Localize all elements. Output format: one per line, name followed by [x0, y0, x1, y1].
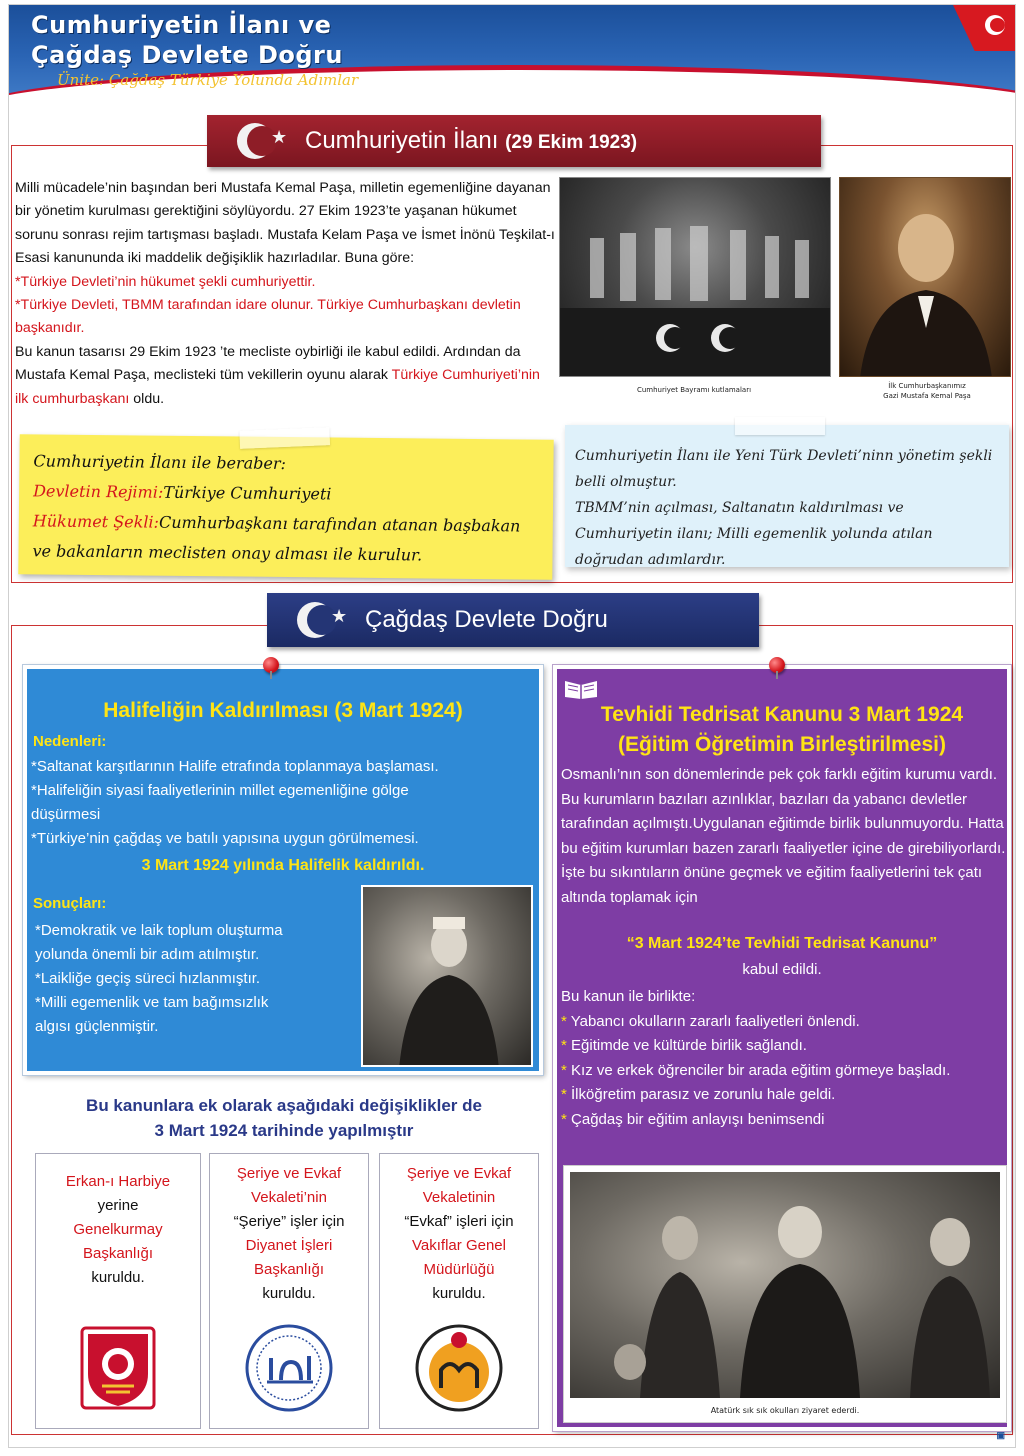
- page-title-line1: Cumhuriyetin İlanı ve: [31, 11, 332, 39]
- card-old-institution: Şeriye ve Evkaf Vekaletinin: [406, 1165, 512, 1206]
- card-established: kuruldu.: [91, 1269, 145, 1286]
- poster-page: [8, 4, 1016, 1448]
- tevhid-title-line2: (Eğitim Öğretimin Birleştirilmesi): [618, 733, 946, 756]
- school-visit-photo: [570, 1172, 1000, 1398]
- republic-title-date: (29 Ekim 1923): [505, 132, 638, 153]
- card-foundations: [379, 1153, 539, 1429]
- blue-note-p2: TBMM’nin açılması, Saltanatın kaldırılması ve Cumhuriyetin ilanı; Milli egemenlik yolunda atılan doğrudan adımlardır.: [575, 500, 933, 568]
- changes-title-line2: 3 Mart 1924 tarihinde yapılmıştır: [154, 1121, 414, 1140]
- card-new-institution: Vakıflar Genel Müdürlüğü: [412, 1237, 506, 1278]
- intro-first-president: Türkiye Cumhuriyeti’nin ilk cumhurbaşkanı: [15, 367, 540, 407]
- republic-celebration-photo: [559, 177, 831, 377]
- tevhid-law-name: “3 Mart 1924’te Tevhidi Tedrisat Kanunu”: [626, 935, 938, 952]
- caliphate-title: Halifeliğin Kaldırılması (3 Mart 1924): [103, 699, 463, 722]
- school-visit-caption: Atatürk sık sık okulları ziyaret ederdi.: [710, 1406, 860, 1415]
- caliphate-box: [23, 665, 543, 1075]
- outcome-item: * Eğitimde ve kültürde birlik sağlandı.: [561, 1037, 807, 1054]
- outcome-item: * İlköğretim parasız ve zorunlu hale geldi.: [561, 1086, 836, 1103]
- card-religious-affairs: [209, 1153, 369, 1429]
- tape: [735, 417, 825, 435]
- page-title-line2: Çağdaş Devlete Doğru: [31, 41, 343, 69]
- reasons-label: Nedenleri:: [33, 733, 107, 750]
- portrait-caption: [847, 381, 1007, 401]
- republic-section-title: [305, 127, 637, 155]
- caliphate-abolished-text: 3 Mart 1924 yılında Halifelik kaldırıldı.: [141, 857, 425, 874]
- card-connector: “Şeriye” işler için: [233, 1213, 345, 1230]
- diyanet-emblem-icon: [243, 1322, 335, 1414]
- blue-note: [565, 425, 1009, 567]
- card-connector: “Evkaf” işleri için: [404, 1213, 514, 1230]
- republic-title-text: Cumhuriyetin İlanı: [305, 127, 499, 154]
- results-list: [35, 919, 283, 1039]
- caliph-photo: [361, 885, 533, 1067]
- header-banner: [9, 5, 1015, 97]
- result-item: algısı güçlenmiştir.: [35, 1018, 159, 1035]
- additional-changes-title: [29, 1093, 539, 1143]
- yellow-note: [18, 434, 553, 580]
- modern-state-section-title: Çağdaş Devlete Doğru: [365, 606, 608, 633]
- republic-intro-text: [15, 177, 555, 411]
- school-visit-photo-frame: [563, 1165, 1007, 1423]
- pushpin-icon: [769, 657, 785, 673]
- intro-paragraph-2: Bu kanun tasarısı 29 Ekim 1923 ’te mecliste oybirliği ile kabul edildi. Ardından da Mustafa Kemal Paşa, meclisteki tüm vekillerin oyunu alarak: [15, 343, 521, 384]
- intro-paragraph-1: Milli mücadele’nin başından beri Mustafa Kemal Paşa, milletin egemenliğine dayanan bir yönetim kurulması gerektiğini söylüyordu. 27 Ekim 1923’te yaşanan hükumet sorunu sonrası rejim tartışması başladı. Mustafa Kelam Paşa ve İsmet İnönü Teşkilat-ı Esasi kanununda iki maddelik değişiklik hazırladılar. Buna göre:: [15, 180, 555, 267]
- outcome-item: * Kız ve erkek öğrenciler bir arada eğitim görmeye başladı.: [561, 1061, 951, 1079]
- result-item: *Demokratik ve laik toplum oluşturma: [35, 922, 283, 939]
- publisher-logo: ▣: [996, 1430, 1005, 1440]
- outcome-item: * Çağdaş bir eğitim anlayışı benimsendi: [561, 1110, 825, 1128]
- crescent-star-icon: ★: [237, 119, 281, 163]
- reasons-list: [31, 755, 439, 851]
- intro-article-1: *Türkiye Devleti’nin hükumet şekli cumhuriyettir.: [15, 273, 316, 290]
- card-new-institution: Genelkurmay Başkanlığı: [73, 1221, 163, 1262]
- modern-state-section-banner: [267, 593, 759, 647]
- tevhid-outcomes: [561, 985, 1007, 1132]
- tevhid-box: [553, 665, 1011, 1431]
- results-label: Sonuçları:: [33, 895, 107, 912]
- card-old-institution: Erkan-ı Harbiye: [65, 1173, 171, 1190]
- result-item: *Milli egemenlik ve tam bağımsızlık: [35, 994, 269, 1011]
- blue-note-p1: Cumhuriyetin İlanı ile Yeni Türk Devleti’ninn yönetim şekli belli olmuştur.: [575, 448, 993, 490]
- portrait-caption-line2: Gazi Mustafa Kemal Paşa: [883, 392, 971, 400]
- tape: [239, 427, 330, 449]
- outcome-item: * Yabancı okulların zararlı faaliyetleri önlendi.: [561, 1012, 860, 1030]
- regime-value: Türkiye Cumhuriyeti: [163, 482, 332, 504]
- regime-label: Devletin Rejimi:: [33, 481, 164, 502]
- reason-item: düşürmesi: [31, 806, 101, 823]
- tevhid-accepted: kabul edildi.: [742, 961, 822, 978]
- card-established: kuruldu.: [262, 1285, 316, 1302]
- government-label: Hükumet Şekli:: [32, 511, 160, 532]
- reason-item: *Halifeliğin siyasi faaliyetlerinin millet egemenliğine gölge: [31, 782, 409, 799]
- card-connector: yerine: [97, 1197, 139, 1214]
- tevhid-body: Osmanlı’nın son dönemlerinde pek çok farklı eğitim kurumu vardı. Bu kurumların bazıları azınlıklar, bazıları da yabancı devletler tarafından açılmıştı.Uygulanan eğitimde birlik bulunmuyordu. Hatta bu eğitim kurumları bazen zararlı faaliyetler içine de girebiliyorlardı. İşte bu sıkıntıların önüne geçmek ve eğitim faaliyetlerini tek çatı altında toplamak için: [561, 766, 1006, 906]
- card-old-institution: Şeriye ve Evkaf Vekaleti’nin: [236, 1165, 342, 1206]
- open-book-icon: [563, 675, 599, 699]
- turkish-flag-icon: [953, 5, 1015, 51]
- tevhid-with-law: Bu kanun ile birlikte:: [561, 988, 696, 1005]
- card-general-staff: [35, 1153, 201, 1429]
- portrait-caption-line1: İlk Cumhurbaşkanımız: [888, 382, 966, 390]
- crescent-star-icon: ★: [297, 598, 341, 642]
- card-established: kuruldu.: [432, 1285, 486, 1302]
- pushpin-icon: [263, 657, 279, 673]
- general-staff-emblem-icon: [72, 1322, 164, 1414]
- tevhid-title-line1: Tevhidi Tedrisat Kanunu 3 Mart 1924: [600, 703, 964, 726]
- reason-item: *Saltanat karşıtlarının Halife etrafında toplanmaya başlaması.: [31, 758, 439, 775]
- result-item: *Laikliğe geçiş süreci hızlanmıştır.: [35, 970, 261, 987]
- intro-article-2: *Türkiye Devleti, TBMM tarafından idare olunur. Türkiye Cumhurbaşkanı devletin başkanıdır.: [15, 297, 521, 337]
- intro-paragraph-3: oldu.: [133, 390, 165, 407]
- changes-title-line1: Bu kanunlara ek olarak aşağıdaki değişiklikler de: [86, 1096, 482, 1115]
- reason-item: *Türkiye’nin çağdaş ve batılı yapısına uygun görülmemesi.: [31, 830, 419, 847]
- foundations-emblem-icon: [413, 1322, 505, 1414]
- ataturk-portrait-photo: [839, 177, 1011, 377]
- result-item: yolunda önemli bir adım atılmıştır.: [35, 946, 260, 963]
- celebration-photo-caption: Cumhuriyet Bayramı kutlamaları: [636, 386, 752, 394]
- republic-section-banner: [207, 115, 821, 167]
- card-new-institution: Diyanet İşleri Başkanlığı: [245, 1237, 333, 1278]
- government-value: Cumhurbaşkanı tarafından atanan başbakan ve bakanların meclisten onay alması ile kurulur.: [32, 512, 521, 565]
- unit-subtitle: Ünite: Çağdaş Türkiye Yolunda Adımlar: [57, 71, 359, 89]
- yellow-note-line1: Cumhuriyetin İlanı ile beraber:: [33, 451, 287, 473]
